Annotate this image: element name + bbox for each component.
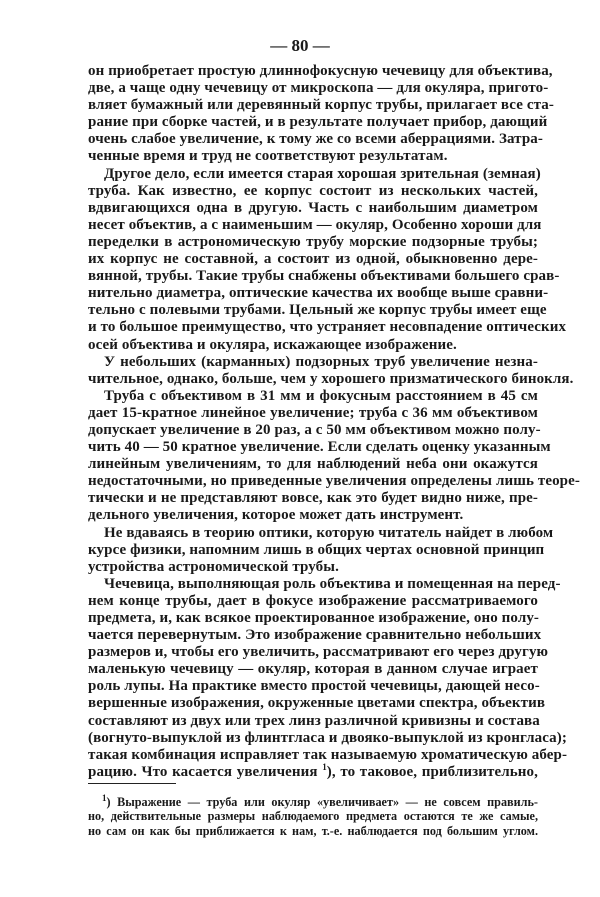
text-line: устройства астрономической трубы.: [88, 558, 339, 575]
text-line: маленькую чечевицу — окуляр, которая в данном случае играет: [88, 661, 538, 678]
text-line: тически и не представляют вовсе, как это будет видно ниже, пре-: [88, 490, 538, 507]
text-line: тельно с полевыми трубами. Цельный же корпус трубы имеет еще: [88, 302, 547, 319]
footnote-marker: 1: [102, 792, 107, 803]
footnote: [88, 792, 538, 838]
body-text: [88, 63, 580, 781]
text-line: такая комбинация исправляет так называемую хроматическую абер-: [88, 746, 568, 763]
text-line: допускает увеличение в 20 раз, а с 50 мм объективом можно полу-: [88, 421, 541, 438]
text-line: труба. Как известно, ее корпус состоит из нескольких частей,: [88, 182, 538, 199]
text-line: чить 40 — 50 кратное увеличение. Если сделать оценку указанным: [88, 439, 551, 456]
text-line: Не вдаваясь в теорию оптики, которую читатель найдет в любом: [104, 524, 554, 541]
text-line: (вогнуто-выпуклой из флинтгласа и двояко-выпуклой из кронгласа);: [88, 729, 567, 746]
text-line: их корпус не составной, а состоит из одной, обыкновенно дере-: [88, 251, 538, 268]
page-number: — 80 —: [270, 36, 330, 55]
text-line: несет объектив, а с наименьшим — окуляр, Особенно хороши для: [88, 216, 542, 233]
text-line: чительное, однако, больше, чем у хорошего призматического бинокля.: [88, 370, 574, 387]
text-line: дает 15-кратное линейное увеличение; труба с 36 мм объективом: [88, 404, 538, 421]
text-line: составляют из двух или трех линз различной кривизны и состава: [88, 712, 540, 729]
text-line: Другое дело, если имеется старая хорошая зрительная (земная): [104, 165, 541, 182]
text-line: вершенные изображения, окруженные цветами спектра, объектив: [88, 695, 546, 712]
text-line: вдвигающихся одна в другую. Часть с наибольшим диаметром: [88, 199, 538, 216]
text-line: две, а чаще одну чечевицу от микроскопа — для окуляра, пригото-: [88, 80, 549, 97]
text-line: рание при сборке частей, и в результате получает прибор, дающий: [88, 114, 548, 131]
text-line: дельного увеличения, которое может дать инструмент.: [88, 507, 464, 524]
text-line: недостаточными, но приведенные увеличения определены лишь теоре-: [88, 473, 580, 490]
text-line: и то большое преимущество, что устраняет несовпадение оптических: [88, 319, 567, 336]
text-line: переделки в астрономическую трубу морские подзорные трубы;: [88, 233, 538, 250]
footnote-text: ) Выражение — труба или окуляр «увеличивает» — не совсем правиль-: [106, 795, 538, 809]
text-line: предмета, и, как всякое проектированное изображение, оно полу-: [88, 610, 540, 626]
footnote-reference: 1: [322, 761, 327, 772]
text-segment: ), то таковое, приблизительно,: [326, 763, 538, 780]
footnote-line: [88, 792, 538, 809]
text-line: У небольших (карманных) подзорных труб увеличение незна-: [104, 353, 538, 370]
text-line: нем конце трубы, дает в фокусе изображение рассматриваемого: [88, 592, 538, 609]
text-segment: рацию. Что касается увеличения: [88, 763, 323, 780]
text-line: линейным увеличениям, то для наблюдений неба они окажутся: [88, 456, 538, 473]
footnote-line: но сам он как бы приближается к нам, т.-е. наблюдается под большим углом.: [88, 823, 538, 838]
text-line: Труба с объективом в 31 мм и фокусным расстоянием в 45 см: [104, 387, 538, 404]
text-line: вляет бумажный или деревянный корпус трубы, прилагает все ста-: [88, 97, 554, 114]
text-line: размеров и, чтобы его увеличить, рассматривают его через другую: [88, 644, 549, 661]
text-line: очень слабое увеличение, к тому же со всеми аберрациями. Затра-: [88, 131, 543, 148]
footnote-line: но, действительные размеры наблюдаемого предмета остаются те же самые,: [88, 809, 538, 824]
footnote-divider: [88, 783, 176, 784]
text-line: ченные время и труд не соответствуют результатам.: [88, 148, 448, 165]
text-line: чается перевернутым. Это изображение сравнительно небольших: [88, 627, 542, 644]
text-line: Чечевица, выполняющая роль объектива и помещенная на перед-: [104, 575, 561, 592]
text-line: вянной, трубы. Такие трубы снабжены объективами большего срав-: [88, 268, 560, 285]
text-line: роль лупы. На практике вместо простой чечевицы, дающей несо-: [88, 678, 540, 695]
text-line: осей объектива и окуляра, искажающее изображение.: [88, 336, 457, 353]
text-line: [88, 761, 538, 781]
text-line: он приобретает простую длиннофокусную чечевицу для объектива,: [88, 63, 553, 79]
text-line: нительно диаметра, оптические качества их вообще выше сравни-: [88, 285, 549, 302]
text-line: курсе физики, напомним лишь в общих чертах основной принцип: [88, 541, 545, 558]
